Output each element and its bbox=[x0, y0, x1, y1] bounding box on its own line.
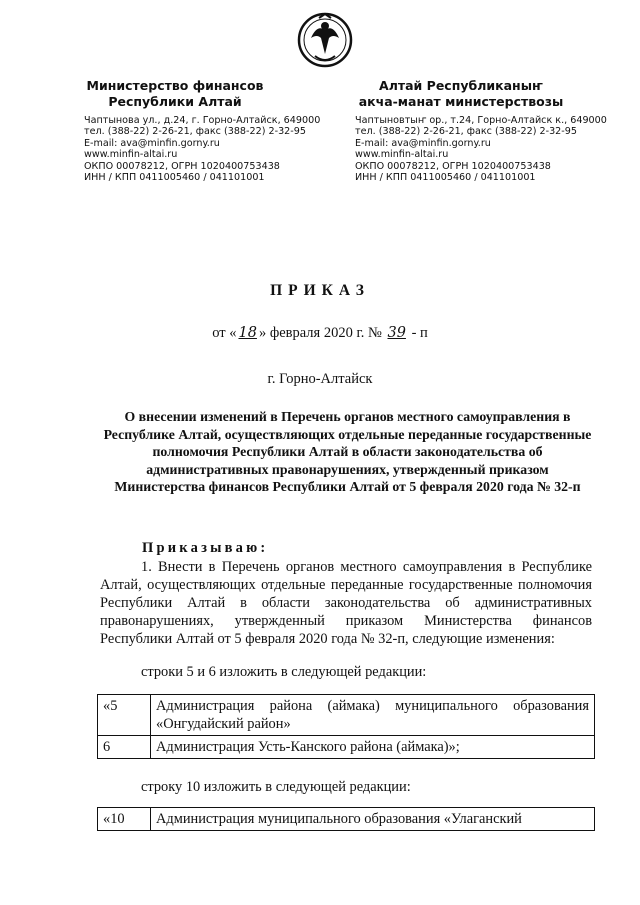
contact-inn: ИНН / КПП 0411005460 / 041101001 bbox=[355, 172, 536, 184]
contact-phone: тел. (388-22) 2-26-21, факс (388-22) 2-32-95 bbox=[84, 126, 306, 138]
header-left-contacts bbox=[84, 115, 320, 183]
table-row bbox=[98, 695, 595, 736]
row-number: 6 bbox=[98, 736, 151, 759]
intro-rows-5-6: строки 5 и 6 изложить в следующей редакции: bbox=[141, 664, 427, 680]
header-left-org-line1: Министерство финансов bbox=[86, 78, 264, 93]
contact-website: www.minfin-altai.ru bbox=[355, 149, 449, 161]
header-left-org bbox=[70, 78, 280, 110]
row-text: Администрация района (аймака) муниципального образования «Онгудайский район» bbox=[151, 695, 595, 736]
contact-email: E-mail: ava@minfin.gorny.ru bbox=[355, 137, 491, 149]
row-number: «10 bbox=[98, 808, 151, 831]
document-date-line bbox=[0, 325, 640, 342]
document-city: г. Горно-Алтайск bbox=[267, 371, 373, 387]
header-left-org-line2: Республики Алтай bbox=[108, 94, 242, 109]
contact-okpo: ОКПО 00078212, ОГРН 1020400753438 bbox=[84, 160, 280, 172]
date-middle: » февраля 2020 г. № bbox=[258, 325, 382, 341]
document-subject: О внесении изменений в Перечень органов местного самоуправления в Республике Алтай, осуществляющих отдельные переданные государственные полномочия Республики Алтай в области законодательства об административных правонарушениях, утвержденный приказом Министерства финансов Республики Алтай от 5 февраля 2020 года № 32-п bbox=[103, 409, 592, 495]
row-text: Администрация Усть-Канского района (аймака)»; bbox=[151, 736, 595, 759]
date-prefix: от « bbox=[212, 325, 237, 341]
date-suffix: - п bbox=[411, 325, 428, 341]
intro-row-10: строку 10 изложить в следующей редакции: bbox=[141, 779, 411, 795]
row-number: «5 bbox=[98, 695, 151, 736]
header-right-org bbox=[346, 78, 576, 110]
contact-website: www.minfin-altai.ru bbox=[84, 149, 178, 161]
document-title: ПРИКАЗ bbox=[270, 282, 370, 299]
table-rows-5-6 bbox=[97, 694, 595, 759]
contact-okpo: ОКПО 00078212, ОГРН 1020400753438 bbox=[355, 160, 551, 172]
header-right-org-line2: акча-манат министерствозы bbox=[358, 94, 564, 109]
header-right-contacts bbox=[355, 115, 607, 183]
table-row bbox=[98, 808, 595, 831]
contact-phone: тел. (388-22) 2-26-21, факс (388-22) 2-32-95 bbox=[355, 126, 577, 138]
date-day: 18 bbox=[238, 325, 257, 341]
paragraph-1: 1. Внести в Перечень органов местного самоуправления в Республике Алтай, осуществляющих отдельные переданные государственные полномочия Республики Алтай в области законодательства об административных правонарушениях, утвержденный приказом Министерства финансов Республики Алтай от 5 февраля 2020 года № 32-п, следующие изменения: bbox=[100, 559, 592, 647]
contact-email: E-mail: ava@minfin.gorny.ru bbox=[84, 137, 220, 149]
order-number: 39 bbox=[387, 325, 406, 341]
table-row-10 bbox=[97, 807, 595, 831]
row-text: Администрация муниципального образования «Улаганский bbox=[151, 808, 595, 831]
contact-address: Чаптынова ул., д.24, г. Горно-Алтайск, 649000 bbox=[84, 115, 321, 126]
contact-address: Чаптыновтыҥ ор., т.24, Горно-Алтайск к., 649000 bbox=[355, 115, 607, 126]
table-row bbox=[98, 736, 595, 759]
contact-inn: ИНН / КПП 0411005460 / 041101001 bbox=[84, 172, 265, 184]
order-word: Приказываю: bbox=[142, 540, 269, 556]
header-right-org-line1: Алтай Республиканыҥ bbox=[379, 78, 543, 93]
emblem-icon bbox=[297, 10, 353, 74]
